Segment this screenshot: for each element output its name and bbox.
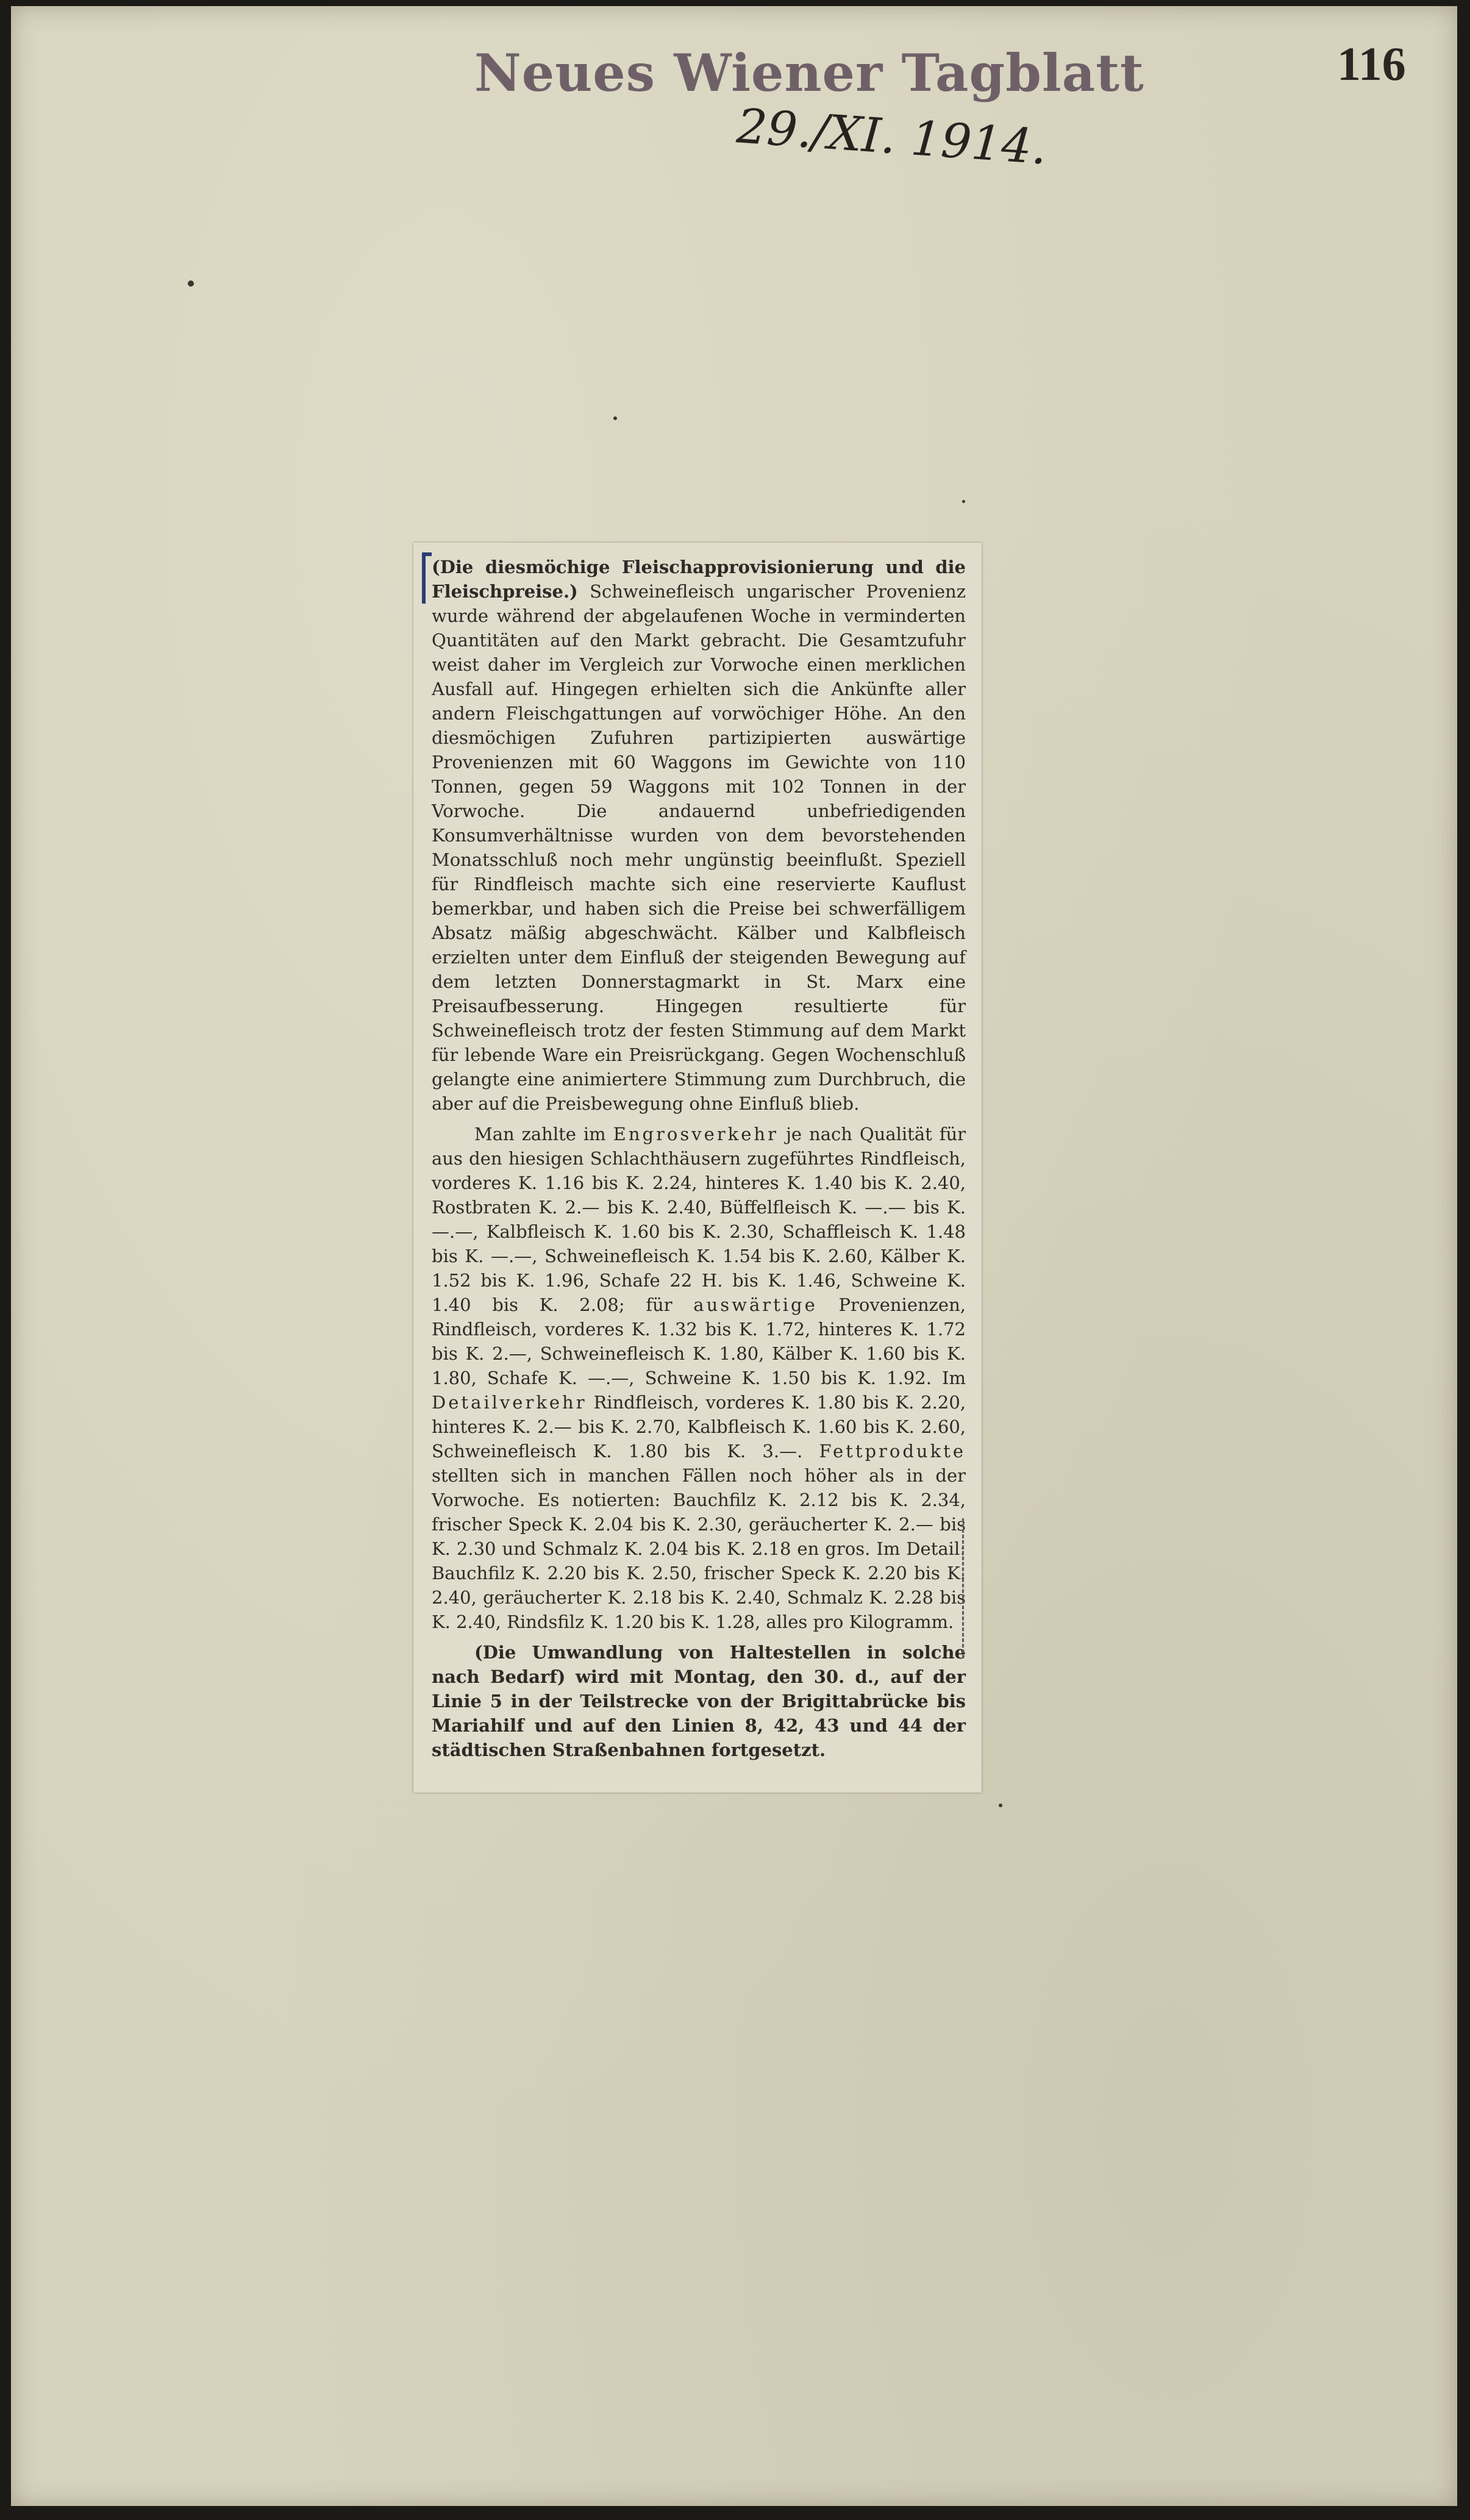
prices-lead: Man zahlte im — [474, 1124, 606, 1144]
prices-auswaertige: Provenienzen, Rindfleisch, vorderes K. 1.32 bis K. 1.72, hinteres K. 1.72 bis K. 2.—, Schweinefleisch K. 1.80, Kälber K. 1.60 bis K. 1.80, Schafe K. —.—, Schweine K. 1.50 bis K. 1.92. Im — [432, 1294, 966, 1388]
article-body-1: Schweinefleisch ungarischer Provenienz wurde während der abgelaufenen Woche in verminderten Quantitäten auf den Markt gebracht. Die Gesamtzufuhr weist daher im Vergleich zur Vorwoche einen merklichen Ausfall auf. Hingegen erhielten sich die Ankünfte aller andern Fleischgattungen auf vorwöchiger Höhe. An den diesmöchigen Zufuhren partizipierten auswärtige Provenienzen mit 60 Waggons im Gewichte von 110 Tonnen, gegen 59 Waggons mit 102 Tonnen in der Vorwoche. Die andauernd unbefriedigenden Konsumverhältnisse wurden von dem bevorstehenden Monatsschluß noch mehr ungünstig beeinflußt. Speziell für Rindfleisch machte sich eine reservierte Kauflust bemerkbar, und haben sich die Preise bei schwerfälligem Absatz mäßig abgeschwächt. Kälber und Kalbfleisch erzielten unter dem Einfluß der steigenden Bewegung auf dem letzten Donnerstagmarkt in St. Marx eine Preisaufbesserung. Hingegen resultierte für Schweinefleisch trotz der festen Stimmung auf dem Markt für lebende Ware ein Preisrückgang. Gegen Wochenschluß gelangte eine animiertere Stimmung zum Durchbruch, die aber auf die Preisbewegung ohne Einfluß blieb. — [432, 581, 966, 1114]
handwritten-date: 29./XI. 1914. — [735, 99, 1049, 176]
article-paragraph-1 — [432, 555, 966, 1116]
pencil-margin-mark — [962, 1518, 968, 1658]
prices-engros: je nach Qualität für aus den hiesigen Schlachthäusern zugeführtes Rindfleisch, vorderes K. 1.16 bis K. 2.24, hinteres K. 1.40 bis K. 2.40, Rostbraten K. 2.— bis K. 2.40, Büffelfleisch K. —.— bis K. —.—, Kalbfleisch K. 1.60 bis K. 2.30, Schaffleisch K. 1.48 bis K. —.—, Schweinefleisch K. 1.54 bis K. 2.60, Kälber K. 1.52 bis K. 1.96, Schafe 22 H. bis K. 1.46, Schweine K. 1.40 bis K. 2.08; für — [432, 1124, 966, 1315]
page-number: 116 — [1337, 37, 1406, 90]
article-heading-3: (Die Umwandlung von Haltestellen in solche nach Bedarf) — [432, 1642, 966, 1687]
term-engros: Engrosverkehr — [613, 1124, 779, 1144]
paper-speck — [999, 1804, 1002, 1807]
paper-speck — [613, 416, 617, 420]
blue-pencil-bracket — [422, 552, 432, 604]
article-text — [432, 555, 966, 1768]
paper-speck — [188, 280, 194, 287]
prices-fettprodukte: stellten sich in manchen Fällen noch höher als in der Vorwoche. Es notierten: Bauchfilz K. 2.12 bis K. 2.34, frischer Speck K. 2.04 bis K. 2.30, geräucherter K. 2.— bis K. 2.30 und Schmalz K. 2.04 bis K. 2.18 en gros. Im Detail: Bauchfilz K. 2.20 bis K. 2.50, frischer Speck K. 2.20 bis K. 2.40, geräucherter K. 2.18 bis K. 2.40, Schmalz K. 2.28 bis K. 2.40, Rindsfilz K. 1.20 bis K. 1.28, alles pro Kilogramm. — [432, 1465, 966, 1632]
term-auswaertige: auswärtige — [693, 1294, 818, 1315]
article-body-3: wird mit Montag, den 30. d., auf der Linie 5 in der Teilstrecke von der Brigittabrücke bis Mariahilf und auf den Linien 8, 42, 43 und 44 der städtischen Straßenbahnen fortgesetzt. — [432, 1666, 966, 1760]
newspaper-clipping — [413, 543, 982, 1793]
term-fettprodukte: Fettprodukte — [819, 1441, 966, 1462]
article-paragraph-2 — [432, 1122, 966, 1634]
article-heading-1: (Die diesmöchige Fleischapprovisionierung und die Fleischpreise.) — [432, 557, 966, 602]
article-paragraph-3 — [432, 1640, 966, 1762]
prices-detail: Rindfleisch, vorderes K. 1.80 bis K. 2.20, hinteres K. 2.— bis K. 2.70, Kalbfleisch K. 1.60 bis K. 2.60, Schweinefleisch K. 1.80 bis K. 3.—. — [432, 1392, 966, 1462]
paper-speck — [962, 500, 965, 503]
newspaper-title: Neues Wiener Tagblatt — [474, 43, 1144, 103]
archive-sheet — [11, 6, 1457, 2506]
term-detail: Detailverkehr — [432, 1392, 587, 1413]
